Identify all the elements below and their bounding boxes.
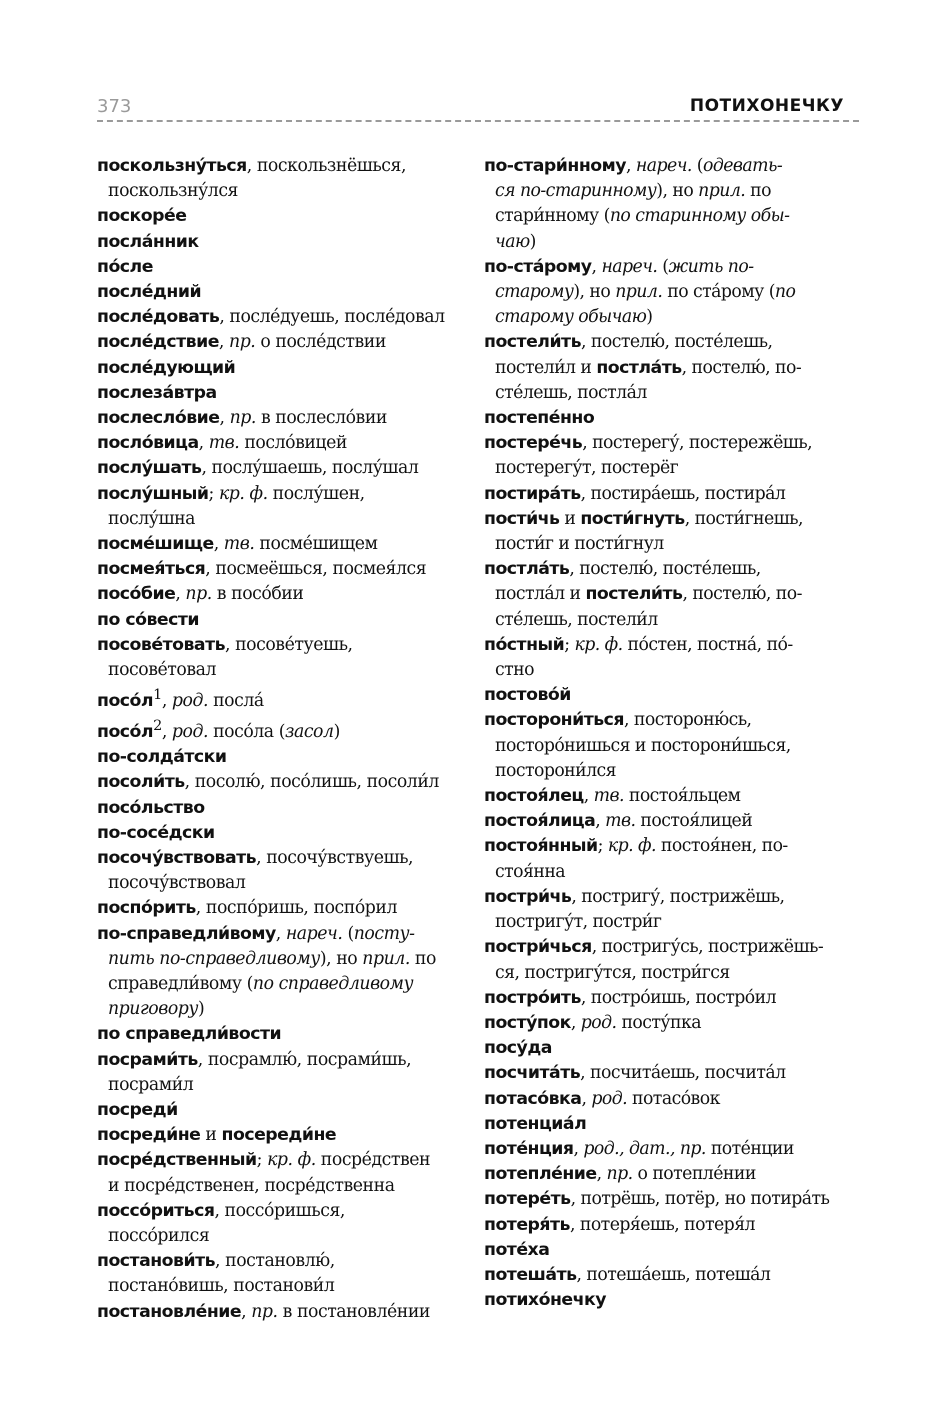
entry-text: , потеря́ешь, потеря́л [569, 1214, 755, 1235]
headword: по-стари́нному [484, 156, 627, 176]
entry-text: посло́вицей [239, 433, 347, 454]
entry-text: постла́л и [495, 584, 586, 605]
headword: потихо́нечку [484, 1290, 606, 1311]
entry-text: , постановлю́, [215, 1251, 335, 1272]
grammar-note: пить по-справедливому [108, 948, 320, 969]
headword: посоли́ть [97, 772, 185, 793]
entry-text: , поспо́ришь, поспо́рил [195, 898, 397, 919]
headword: поспо́рить [97, 898, 196, 919]
headword: после́дний [97, 282, 202, 303]
dictionary-entry [97, 305, 465, 330]
entry-text: , [161, 691, 172, 712]
entry-text: , потеша́ешь, потеша́л [576, 1264, 771, 1285]
homonym-index: 1 [153, 687, 162, 704]
grammar-note: прил. [698, 181, 746, 202]
headword: потенциа́л [484, 1113, 587, 1134]
entry-text: , поскользнёшься, [246, 156, 407, 176]
dictionary-entry [484, 633, 856, 683]
entry-text: ) [529, 231, 536, 252]
page-header [97, 92, 859, 124]
entry-text: , [241, 1301, 252, 1322]
entry-text: ( [657, 256, 669, 277]
entry-text: , постороню́сь, [624, 710, 752, 731]
headword: постоя́нный [484, 836, 598, 857]
dictionary-entry [484, 1162, 856, 1187]
grammar-note: тв. [593, 786, 624, 807]
entry-text: ( [342, 923, 354, 944]
dictionary-entry [484, 1213, 856, 1238]
headword: потеря́ть [484, 1214, 570, 1235]
headword: посмея́ться [97, 559, 206, 580]
headword: постанови́ть [97, 1251, 216, 1272]
entry-text: , постелю́, посте́лешь, [569, 559, 761, 580]
dictionary-entry [484, 330, 856, 406]
grammar-note: жить по- [668, 256, 754, 277]
headword: посторони́ться [484, 710, 625, 731]
entry-text: посторони́лся [495, 760, 617, 781]
grammar-note: тв. [208, 433, 240, 454]
headword: постла́ть [484, 559, 570, 580]
entry-text: , послу́шаешь, послу́шал [201, 458, 419, 479]
grammar-note: по [774, 282, 796, 303]
entry-text: сте́лешь, постла́л [495, 382, 647, 403]
entry-text: , посрамлю́, посрами́шь, [197, 1049, 412, 1070]
dictionary-entry [484, 1187, 856, 1212]
headword: посреди́не [97, 1125, 201, 1146]
grammar-note: ся по-старинному [495, 181, 657, 202]
headword: посо́льство [97, 797, 205, 818]
entry-text: в постановле́нии [277, 1301, 430, 1322]
entry-text: посторо́нишься и посторони́шься, [495, 735, 791, 756]
entry-text: послу́шна [108, 508, 196, 529]
headword: постро́ить [484, 987, 581, 1008]
dictionary-entry [97, 633, 465, 683]
dictionary-entry [484, 885, 856, 935]
entry-text: ; [597, 836, 608, 857]
dictionary-entry [484, 708, 856, 784]
headword: постоя́лец [484, 786, 584, 807]
dictionary-entry [97, 608, 465, 633]
entry-text: постоя́нен, по- [655, 836, 788, 857]
dictionary-entry [484, 1112, 856, 1137]
entry-text: , пости́гнешь, [684, 508, 803, 529]
dictionary-entry [484, 784, 856, 809]
dictionary-entry [97, 846, 465, 896]
entry-text: ; [256, 1150, 268, 1171]
dictionary-entry [97, 204, 465, 229]
entry-text: , [218, 332, 230, 353]
entry-text: постели́л и [495, 357, 597, 378]
dictionary-entry [484, 986, 856, 1011]
dictionary-entry [97, 431, 465, 456]
headword: по-ста́рому [484, 256, 592, 277]
headword: посочу́вствовать [97, 848, 257, 869]
entry-text: ( [691, 156, 703, 176]
headword: по-солда́тски [97, 747, 227, 768]
headword: посту́пок [484, 1012, 571, 1033]
headword: посрами́ть [97, 1049, 198, 1070]
grammar-note: нареч. [601, 256, 658, 277]
entry-text: , [596, 1164, 607, 1185]
grammar-note: пр. [185, 584, 212, 605]
grammar-note: род., дат., пр. [583, 1138, 706, 1159]
entry-text: ; [208, 483, 219, 504]
entry-text: , [595, 811, 606, 832]
entry-text: о после́дствии [255, 332, 386, 353]
entry-text: , постро́ишь, постро́ил [580, 987, 777, 1008]
grammar-note: кр. ф. [607, 836, 656, 857]
dictionary-entry [97, 796, 465, 821]
entry-text: , посочу́вствуешь, [256, 848, 414, 869]
entry-text: послу́шен, [267, 483, 365, 504]
entry-text: по ста́рому ( [662, 282, 775, 303]
dictionary-entry [484, 1011, 856, 1036]
dictionary-entry [484, 1238, 856, 1263]
entry-text: постоя́льцем [623, 786, 741, 807]
entry-text: ), но [573, 282, 616, 303]
headword: по со́вести [97, 609, 199, 630]
entry-text: , постелю́, по- [681, 357, 802, 378]
dictionary-entry [484, 1288, 856, 1313]
entry-text: , [583, 786, 594, 807]
entry-text: потaсо́вок [627, 1088, 720, 1109]
entry-text: ся, постригу́тся, постри́гся [495, 962, 730, 983]
entry-text: , поссо́ришься, [214, 1200, 345, 1221]
entry-text: посре́дствен [315, 1150, 431, 1171]
entry-text: , [198, 433, 209, 454]
headword: потaсо́вка [484, 1088, 582, 1109]
dictionary-entry [97, 1199, 465, 1249]
entry-text: постоя́лицей [635, 811, 753, 832]
entry-text: сте́лешь, постели́л [495, 609, 658, 630]
headword: посо́л [97, 722, 154, 742]
dictionary-entry [97, 280, 465, 305]
headword: по́сле [97, 256, 153, 277]
entry-text: , [626, 156, 636, 176]
grammar-note: пр. [606, 1164, 633, 1185]
dictionary-entry [484, 935, 856, 985]
dictionary-entry [97, 330, 465, 355]
headword: пости́чь [484, 508, 560, 529]
headword: послу́шать [97, 458, 202, 479]
headword: по-сосе́дски [97, 822, 215, 843]
dictionary-entry [97, 1048, 465, 1098]
dictionary-entry [97, 154, 465, 204]
headword: после́довать [97, 307, 220, 328]
entry-text: ), но [319, 948, 363, 969]
entry-text: , посолю́, посо́лишь, посоли́л [184, 772, 439, 793]
entry-text: , постелю́, по- [682, 584, 802, 605]
grammar-note: прил. [615, 282, 663, 303]
page-number: 373 [97, 96, 132, 117]
dictionary-entry [484, 683, 856, 708]
headword: по́стный [484, 634, 565, 655]
dictionary-entry [97, 482, 465, 532]
entry-text: и [200, 1125, 222, 1146]
headword: послу́шный [97, 483, 209, 504]
headword: посме́шище [97, 534, 214, 555]
entry-text: , [581, 1088, 592, 1109]
entry-text: , [573, 1138, 584, 1159]
headword: постоя́лица [484, 811, 596, 832]
headword: постира́ть [484, 483, 581, 504]
entry-text: , постелю́, посте́лешь, [581, 332, 773, 353]
dictionary-entry [97, 532, 465, 557]
grammar-note: род. [171, 691, 209, 712]
headword: после́дующий [97, 357, 236, 378]
headword: постере́чь [484, 433, 583, 454]
right-column [484, 154, 856, 1313]
entry-text: , постира́ешь, постира́л [580, 483, 786, 504]
dictionary-entry [97, 896, 465, 921]
headword: поте́ха [484, 1239, 550, 1260]
grammar-note: кр. ф. [574, 634, 623, 655]
dictionary-entry [97, 582, 465, 607]
grammar-note: нареч. [635, 156, 692, 176]
dictionary-entry [97, 381, 465, 406]
entry-text: по [745, 181, 771, 202]
grammar-note: приговору [108, 999, 198, 1020]
grammar-note: засол [285, 722, 334, 742]
grammar-note: кр. ф. [267, 1150, 316, 1171]
dictionary-entry [484, 431, 856, 481]
headword: поссо́риться [97, 1200, 215, 1221]
entry-text: , после́дуешь, после́довал [219, 307, 445, 328]
entry-text: ), но [656, 181, 699, 202]
headword: посчита́ть [484, 1063, 581, 1084]
dictionary-entry [484, 154, 856, 255]
headword: посла́нник [97, 231, 199, 252]
dictionary-entry [97, 230, 465, 255]
grammar-note: пр. [229, 332, 256, 353]
entry-text: , посмеёшься, посмея́лся [205, 559, 427, 580]
entry-text: и посре́дственен, посре́дственна [108, 1175, 395, 1196]
entry-text: ) [333, 722, 340, 742]
entry-text: посту́пка [616, 1012, 701, 1033]
dictionary-entry [97, 456, 465, 481]
dictionary-entry [97, 1098, 465, 1123]
dictionary-entry [97, 770, 465, 795]
headword: по-справедли́вому [97, 923, 276, 944]
entry-text: справедли́вому ( [108, 974, 253, 995]
dictionary-entry [484, 1087, 856, 1112]
dictionary-entry [97, 714, 465, 745]
dictionary-entry [97, 922, 465, 1023]
entry-text: посове́товал [108, 660, 216, 681]
dictionary-entry [484, 1137, 856, 1162]
entry-text: , посове́туешь, [225, 634, 353, 655]
entry-text: поскользну́лся [108, 181, 239, 202]
entry-text: посочу́вствовал [108, 873, 246, 894]
entry-text: , [219, 408, 230, 429]
headword: послеза́втра [97, 382, 217, 403]
headword: постла́ть [596, 357, 682, 378]
dictionary-entry [97, 745, 465, 770]
grammar-note: старому обычаю [495, 307, 647, 328]
grammar-note: род. [171, 722, 209, 742]
dictionary-entry [97, 821, 465, 846]
headword: посо́бие [97, 584, 176, 605]
entry-text: в послесло́вии [255, 408, 387, 429]
entry-text: стоя́нна [495, 861, 566, 882]
entry-text: ) [197, 999, 205, 1020]
headword: потере́ть [484, 1189, 571, 1210]
entry-text: посо́ла ( [208, 722, 285, 742]
headword: поскоре́е [97, 206, 187, 227]
left-column [97, 154, 465, 1325]
headword: посре́дственный [97, 1150, 257, 1171]
grammar-note: тв. [605, 811, 636, 832]
dictionary-entry [97, 1148, 465, 1198]
entry-text: , [161, 722, 172, 742]
dictionary-entry [97, 1123, 465, 1148]
headword: поскользну́ться [97, 156, 247, 176]
headword: постово́й [484, 685, 571, 706]
grammar-note: род. [591, 1088, 628, 1109]
grammar-note: род. [580, 1012, 617, 1033]
headword: потеша́ть [484, 1264, 577, 1285]
grammar-note: пр. [229, 408, 256, 429]
dictionary-entry [97, 1022, 465, 1047]
header-divider [97, 120, 859, 122]
dictionary-entry [484, 834, 856, 884]
entry-text: , постригу́сь, пострижёшь- [591, 937, 824, 958]
grammar-note: старому [495, 282, 574, 303]
grammar-note: тв. [223, 534, 255, 555]
headword: пости́гнуть [580, 508, 685, 529]
dictionary-entry [484, 1061, 856, 1086]
headword: постри́чь [484, 886, 572, 907]
entry-text: постано́вишь, постанови́л [108, 1276, 335, 1297]
dictionary-entry [484, 1263, 856, 1288]
running-head: ПОТИХОНЕЧКУ [689, 96, 844, 116]
headword: постепе́нно [484, 408, 595, 429]
dictionary-entry [484, 406, 856, 431]
dictionary-entry [484, 809, 856, 834]
headword: посло́вица [97, 433, 199, 454]
grammar-note: посту- [353, 923, 415, 944]
grammar-note: прил. [362, 948, 410, 969]
dictionary-entry [97, 683, 465, 714]
headword: послесло́вие [97, 408, 220, 429]
dictionary-entry [97, 255, 465, 280]
entry-text: постригу́т, постри́г [495, 912, 662, 933]
dictionary-entry [484, 255, 856, 331]
headword: поте́нция [484, 1138, 574, 1159]
entry-text: , постригу́, пострижёшь, [571, 886, 785, 907]
grammar-note: одевать- [702, 156, 783, 176]
grammar-note: чаю [495, 231, 530, 252]
dictionary-entry [97, 1300, 465, 1325]
grammar-note: нареч. [285, 923, 343, 944]
homonym-index: 2 [153, 718, 162, 735]
entry-text: по [409, 948, 436, 969]
headword: постановле́ние [97, 1301, 242, 1322]
headword: постри́чься [484, 937, 592, 958]
dictionary-entry [97, 356, 465, 381]
entry-text: ) [646, 307, 653, 328]
headword: посреди́ [97, 1100, 178, 1121]
entry-text: в посо́бии [211, 584, 304, 605]
entry-text: , [175, 584, 186, 605]
dictionary-entry [97, 557, 465, 582]
dictionary-entry [97, 1249, 465, 1299]
entry-text: , посчита́ешь, посчита́л [580, 1063, 786, 1084]
headword: потепле́ние [484, 1164, 597, 1185]
grammar-note: кр. ф. [218, 483, 268, 504]
entry-text: постерегу́т, постерёг [495, 458, 679, 479]
headword: постели́ть [484, 332, 582, 353]
entry-text: , потрёшь, потёр, но потира́ть [570, 1189, 830, 1210]
entry-text: , [570, 1012, 581, 1033]
grammar-note: по старинному обы- [609, 206, 790, 227]
entry-text: , [275, 923, 286, 944]
entry-text: по́стен, постна́, по́- [622, 634, 793, 655]
dictionary-entry [484, 557, 856, 633]
headword: постели́ть [585, 584, 683, 605]
entry-text: стно [495, 660, 534, 681]
entry-text: , постерегу́, постережёшь, [582, 433, 813, 454]
entry-text: ; [564, 634, 575, 655]
entry-text: посла́ [208, 691, 264, 712]
grammar-note: пр. [251, 1301, 278, 1322]
grammar-note: по справедливому [252, 974, 414, 995]
entry-text: поссо́рился [108, 1226, 210, 1247]
headword: посу́да [484, 1038, 552, 1059]
entry-text: стари́нному ( [495, 206, 610, 227]
entry-text: пости́г и пости́гнул [495, 534, 664, 555]
headword: посо́л [97, 691, 154, 712]
headword: посове́товать [97, 634, 226, 655]
headword: по справедли́вости [97, 1024, 282, 1045]
entry-text: поте́нции [705, 1138, 794, 1159]
entry-text: посрами́л [108, 1074, 194, 1095]
dictionary-entry [484, 1036, 856, 1061]
entry-text: посме́шищем [254, 534, 378, 555]
entry-text: и [559, 508, 581, 529]
headword: после́дствие [97, 332, 219, 353]
headword: посереди́не [221, 1125, 337, 1146]
dictionary-entry [484, 482, 856, 507]
entry-text: о потепле́нии [632, 1164, 756, 1185]
dictionary-entry [97, 406, 465, 431]
entry-text: , [213, 534, 224, 555]
entry-text: , [591, 256, 602, 277]
dictionary-entry [484, 507, 856, 557]
